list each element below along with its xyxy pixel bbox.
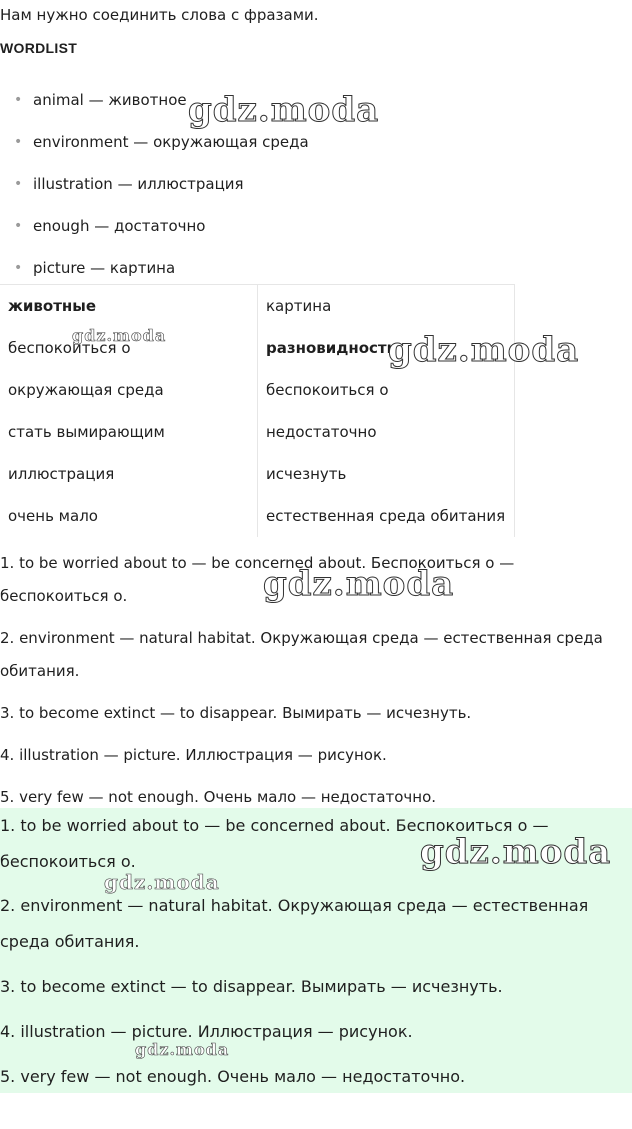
watermark-logo: gdz.moda	[72, 326, 167, 345]
intro-text: Нам нужно соединить слова с фразами.	[0, 6, 319, 24]
answer-line: 1. to be worried about to — be concerned about. Беспокоиться о — беспокоиться о.	[0, 554, 515, 605]
list-item: • environment — окружающая среда	[0, 132, 600, 174]
list-item: • enough — достаточно	[0, 216, 600, 258]
answer-line: 5. very few — not enough. Очень мало — недостаточно.	[0, 1067, 466, 1086]
table-cell: окружающая среда	[0, 369, 258, 411]
answer-line: 5. very few — not enough. Очень мало — недостаточно.	[0, 788, 437, 806]
answer-line: 3. to become extinct — to disappear. Вымирать — исчезнуть.	[0, 704, 472, 722]
list-item: • animal — животное	[0, 90, 600, 132]
matching-table	[0, 284, 515, 537]
watermark-logo: gdz.moda	[104, 870, 220, 894]
answer-line: 2. environment — natural habitat. Окружающая среда — естественная среда обитания.	[0, 896, 589, 951]
answer-line: 3. to become extinct — to disappear. Вымирать — исчезнуть.	[0, 977, 503, 996]
table-row	[0, 285, 515, 328]
table-cell: беспокоиться о	[0, 327, 258, 369]
table-cell: стать вымирающим	[0, 411, 258, 453]
wordlist-heading: WORDLIST	[0, 40, 78, 56]
list-item: • picture — картина	[0, 258, 600, 300]
table-cell: животные	[0, 285, 258, 328]
table-cell: недостаточно	[258, 411, 515, 453]
list-item: • illustration — иллюстрация	[0, 174, 600, 216]
answer-line: 1. to be worried about to — be concerned about. Беспокоиться о — беспокоиться о.	[0, 816, 549, 871]
table-row	[0, 495, 515, 537]
table-cell: очень мало	[0, 495, 258, 537]
table-cell: беспокоиться о	[258, 369, 515, 411]
table-row	[0, 411, 515, 453]
table-row	[0, 369, 515, 411]
watermark-logo: gdz.moda	[263, 564, 455, 604]
table-cell: исчезнуть	[258, 453, 515, 495]
table-cell: иллюстрация	[0, 453, 258, 495]
table-cell: картина	[258, 285, 515, 328]
table-cell: естественная среда обитания	[258, 495, 515, 537]
answer-line: 4. illustration — picture. Иллюстрация — рисунок.	[0, 1022, 413, 1041]
watermark-logo: gdz.moda	[188, 90, 380, 130]
answer-line: 4. illustration — picture. Иллюстрация — рисунок.	[0, 746, 387, 764]
watermark-logo: gdz.moda	[388, 330, 580, 370]
watermark-logo: gdz.moda	[135, 1040, 230, 1059]
table-row	[0, 453, 515, 495]
table-cell: разновидность	[258, 327, 515, 369]
answer-line: 2. environment — natural habitat. Окружающая среда — естественная среда обитания.	[0, 629, 603, 680]
watermark-logo: gdz.moda	[420, 832, 612, 872]
